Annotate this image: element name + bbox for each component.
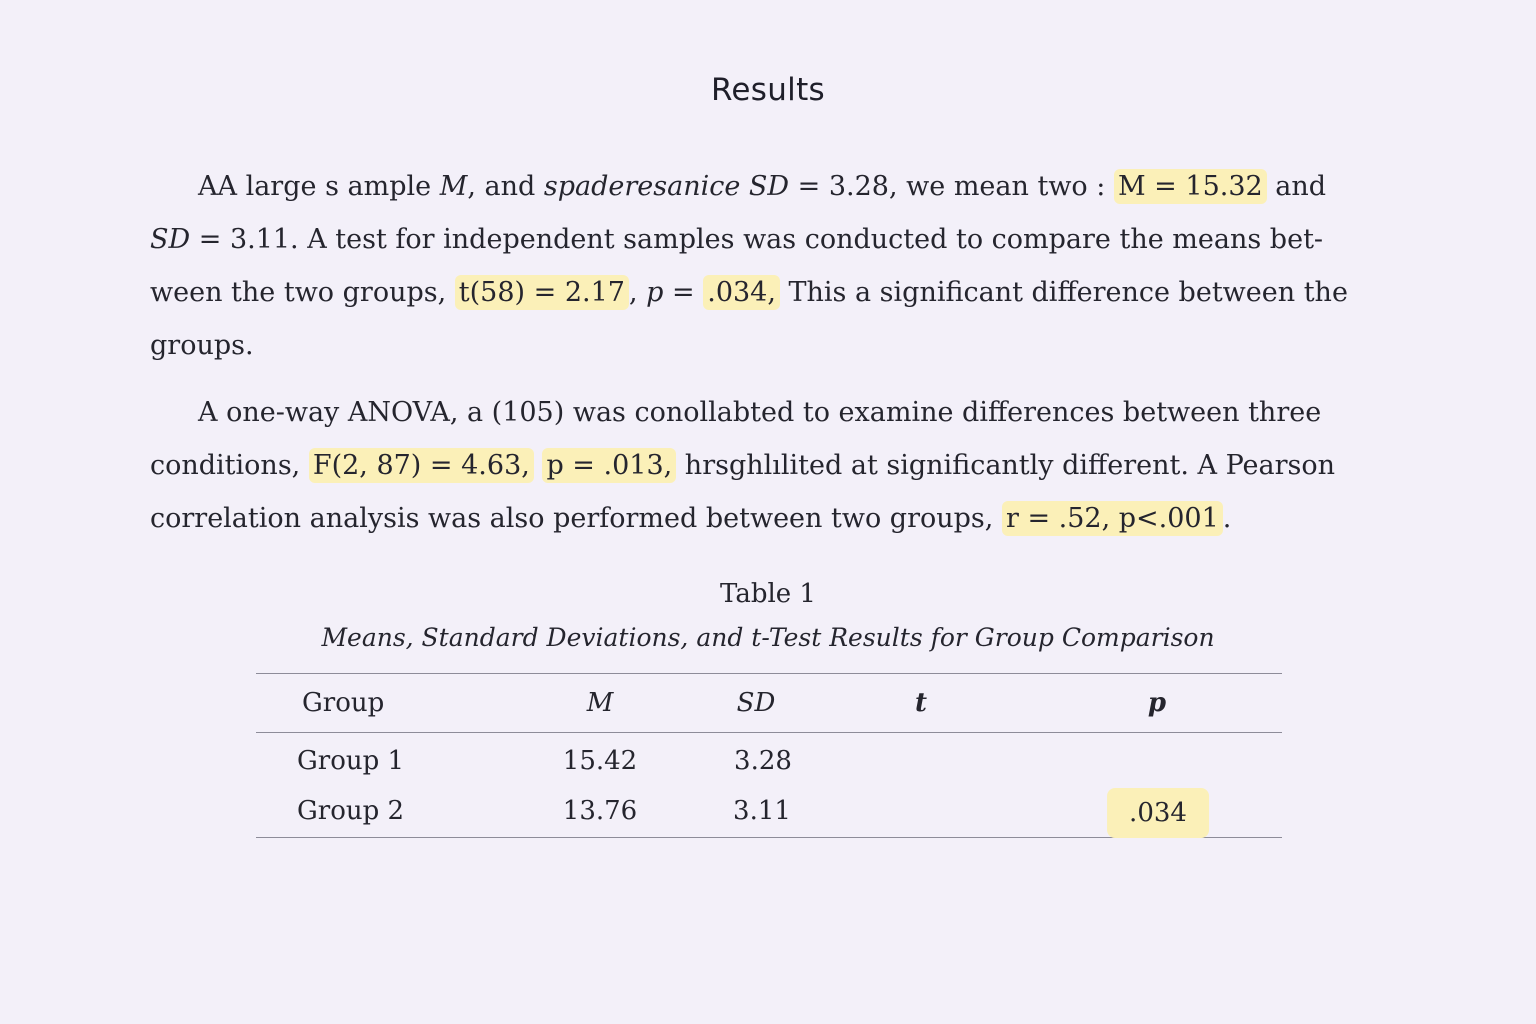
table-top-rule xyxy=(256,673,1282,674)
text-run: This a significant difference between the xyxy=(779,277,1348,308)
table-cell-group: Group 2 xyxy=(297,796,405,826)
highlighted-statistic: F(2, 87) = 4.63, xyxy=(309,448,534,483)
italic-symbol: M xyxy=(439,171,468,202)
column-header-group: Group xyxy=(302,688,385,718)
paragraph-line xyxy=(150,319,1390,372)
text-run: = xyxy=(663,277,704,308)
text-run: groups. xyxy=(150,330,254,361)
table-cell-mean: 15.42 xyxy=(562,746,638,776)
column-header-m: M xyxy=(586,688,614,718)
paragraph-line xyxy=(150,160,1390,213)
highlighted-statistic: t(58) = 2.17 xyxy=(455,275,629,310)
highlighted-statistic: .034, xyxy=(703,275,780,310)
italic-symbol: p xyxy=(646,277,664,308)
text-run: hrsghlılited at significantly different. A Pearson xyxy=(676,450,1336,481)
text-run: . xyxy=(1222,503,1232,534)
text-run: AA large s ample xyxy=(198,171,440,202)
text-run: conditions, xyxy=(150,450,309,481)
text-run: ween the two groups, xyxy=(150,277,455,308)
column-header-t: t xyxy=(914,688,928,718)
italic-symbol: SD xyxy=(150,224,191,255)
section-heading: Results xyxy=(710,72,826,108)
table-cell-sd: 3.28 xyxy=(734,746,792,776)
paragraph-line xyxy=(150,266,1390,319)
text-run: , and xyxy=(467,171,544,202)
table-caption: Means, Standard Deviations, and t-Test Results for Group Comparison xyxy=(321,623,1215,652)
highlighted-statistic: M = 15.32 xyxy=(1114,169,1267,204)
table-cell-mean: 13.76 xyxy=(562,796,638,826)
table-header-rule xyxy=(256,732,1282,733)
text-run: , xyxy=(628,277,647,308)
text-run: = 3.28, we mean two : xyxy=(789,171,1114,202)
text-run: = 3.11. A test for independent samples was conducted to compare the means bet- xyxy=(190,224,1324,255)
paragraph-anova xyxy=(150,386,1390,545)
paragraph-line xyxy=(150,386,1390,439)
table-label: Table 1 xyxy=(720,579,816,609)
text-run: A one-way ANOVA, a (105) was conollabted to examine differences between three xyxy=(198,397,1322,428)
column-header-p: p xyxy=(1147,688,1167,718)
italic-symbol: spaderesanice SD xyxy=(543,171,790,202)
text-run: correlation analysis was also performed between two groups, xyxy=(150,503,1002,534)
text-run: and xyxy=(1266,171,1327,202)
table-cell-p-highlighted: .034 xyxy=(1107,788,1209,838)
paragraph-line xyxy=(150,213,1390,266)
highlighted-statistic: p = .013, xyxy=(542,448,676,483)
paragraph-line xyxy=(150,439,1390,492)
paragraph-line xyxy=(150,492,1390,545)
column-header-sd: SD xyxy=(736,688,776,718)
table-cell-sd: 3.11 xyxy=(733,796,791,826)
highlighted-statistic: r = .52, p<.001 xyxy=(1002,501,1223,536)
table-cell-group: Group 1 xyxy=(297,746,405,776)
paragraph-t-test xyxy=(150,160,1390,372)
